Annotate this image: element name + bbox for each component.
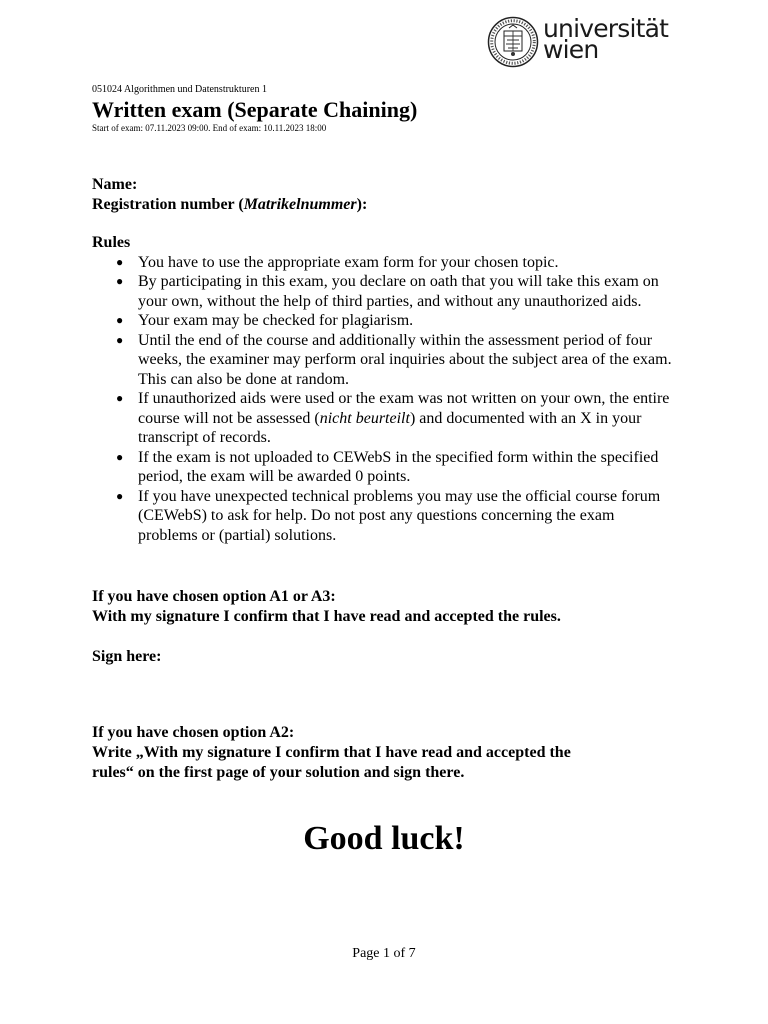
university-logo <box>487 16 687 72</box>
rules-list <box>92 253 672 546</box>
course-title: 051024 Algorithmen und Datenstrukturen 1 <box>92 84 267 95</box>
bullet-icon: ● <box>116 449 124 464</box>
rules-heading: Rules <box>92 234 131 251</box>
exam-title: Written exam (Separate Chaining) <box>92 97 418 122</box>
rule-item: ● Your exam may be checked for plagiarism. <box>116 312 414 329</box>
exam-dates: Start of exam: 07.11.2023 09:00. End of exam: 10.11.2023 18:00 <box>92 123 327 133</box>
option-a2-heading: If you have chosen option A2: <box>92 724 295 741</box>
registration-prefix: Registration number ( <box>92 196 244 213</box>
option-a1-heading: If you have chosen option A1 or A3: <box>92 588 336 605</box>
rule-item: ● If unauthorized aids were used or the exam was not written on your own, the entire course will not be assessed (nicht beurteilt) and documented with an X in your transcript of records. <box>116 390 670 446</box>
bullet-icon: ● <box>116 254 124 269</box>
rule-item: ● Until the end of the course and additionally within the assessment period of four weeks, the examiner may perform oral inquiries about the subject area of the exam. This can also be done at random. <box>116 331 672 388</box>
rule-item: ● If you have unexpected technical problems you may use the official course forum (CEWebS) to ask for help. Do not post any questions concerning the exam problems or (partial) solutions. <box>116 487 661 544</box>
rule-item: ● If the exam is not uploaded to CEWebS in the specified form within the specified period, the exam will be awarded 0 points. <box>116 448 659 485</box>
sign-here-label: Sign here: <box>92 648 162 665</box>
option-a1-block <box>92 587 672 627</box>
option-a1-confirmation: With my signature I confirm that I have read and accepted the rules. <box>92 608 561 625</box>
bullet-icon: ● <box>116 274 124 288</box>
registration-suffix: ): <box>356 196 368 213</box>
bullet-icon: ● <box>116 488 124 503</box>
rules-section <box>92 233 672 545</box>
identity-block <box>92 175 367 215</box>
university-seal-icon <box>487 16 539 68</box>
rule-item: ● By participating in this exam, you declare on oath that you will take this exam on your own, without the help of third parties, and without any unauthorized aids. <box>116 273 659 310</box>
bullet-icon: ● <box>116 391 124 405</box>
page-number: Page 1 of 7 <box>352 946 416 961</box>
option-a2-instruction-2: rules“ on the first page of your solution and sign there. <box>92 764 465 781</box>
bullet-icon: ● <box>116 332 124 347</box>
rule-item: ● You have to use the appropriate exam form for your chosen topic. <box>116 253 559 271</box>
good-luck-heading: Good luck! <box>303 820 465 857</box>
registration-italic: Matrikelnummer <box>243 196 357 213</box>
logo-line-1: universität <box>543 14 669 43</box>
registration-label <box>92 195 367 215</box>
option-a2-instruction-1: Write „With my signature I confirm that I have read and accepted the <box>92 744 571 761</box>
option-a2-block <box>92 723 672 783</box>
name-label: Name: <box>92 176 138 193</box>
bullet-icon: ● <box>116 313 124 327</box>
logo-wordmark <box>543 14 669 64</box>
logo-line-2: wien <box>543 35 599 64</box>
